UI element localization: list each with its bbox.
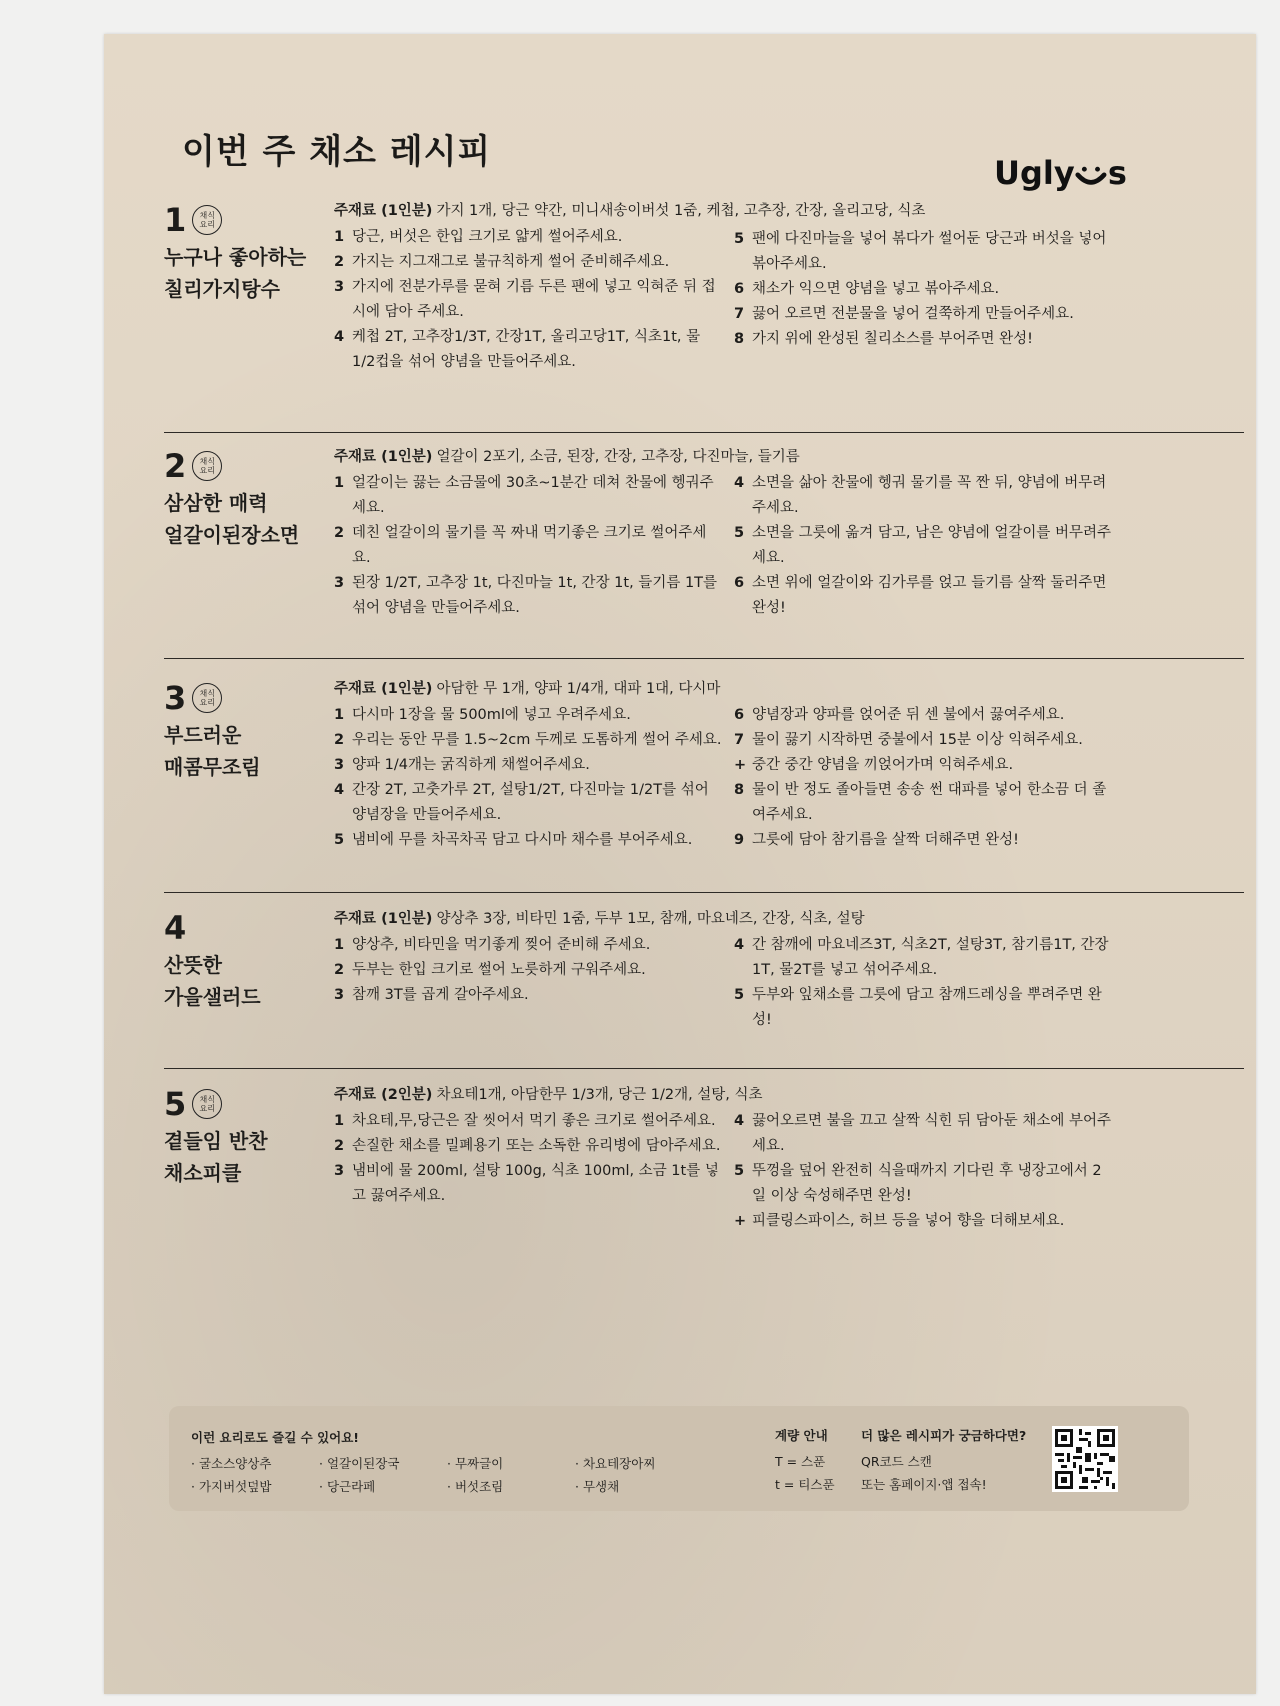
- recipe-number: 1: [164, 201, 187, 239]
- recipe-step: 2 두부는 한입 크기로 썰어 노릇하게 구워주세요.: [334, 962, 646, 978]
- vegan-badge-icon: 채식 요리: [192, 451, 222, 481]
- ingredients-line: [334, 908, 1214, 930]
- vegan-badge-icon: 채식 요리: [192, 1089, 222, 1119]
- recipe-step: 2 손질한 채소를 밀폐용기 또는 소독한 유리병에 담아주세요.: [334, 1138, 721, 1154]
- ingredients-line: [334, 200, 1214, 222]
- recipe-step: 5 냄비에 무를 차곡차곡 담고 다시마 채수를 부어주세요.: [334, 832, 693, 848]
- recipe-number: 5: [164, 1085, 187, 1123]
- recipe-heading: [164, 446, 334, 550]
- recipe-step: 1 얼갈이는 끓는 소금물에 30초~1분간 데쳐 찬물에 헹궈주세요.: [334, 475, 714, 516]
- ingredients-label: 주재료 (1인분): [334, 911, 433, 927]
- recipe-step: 2 가지는 지그재그로 불규칙하게 썰어 준비해주세요.: [334, 254, 670, 270]
- page-title: 이번 주 채소 레시피: [182, 132, 492, 172]
- ingredients-label: 주재료 (1인분): [334, 449, 433, 465]
- svg-text:Ugly: Ugly: [994, 154, 1075, 193]
- measure-item: t = 티스푼: [775, 1477, 835, 1492]
- recipe-step: 1 차요테,무,당근은 잘 씻어서 먹기 좋은 크기로 썰어주세요.: [334, 1113, 716, 1129]
- recipe-title-line: 가을샐러드: [164, 985, 261, 1009]
- recipe-step: 4 케첩 2T, 고추장1/3T, 간장1T, 올리고당1T, 식초1t, 물 1/2컵을 섞어 양념을 만들어주세요.: [334, 329, 701, 370]
- measure-item: T = 스푼: [775, 1454, 826, 1469]
- ingredients-line: [334, 446, 1214, 468]
- recipe-step: + 피클링스파이스, 허브 등을 넣어 향을 더해보세요.: [734, 1213, 1065, 1229]
- ingredients-line: [334, 1084, 1214, 1106]
- recipe-heading: [164, 908, 334, 1012]
- recipe-title-line: 채소피클: [164, 1161, 242, 1185]
- ingredients-list: 차요테1개, 아담한무 1/3개, 당근 1/2개, 설탕, 식초: [436, 1087, 763, 1103]
- more-recipe-item: · 버섯조림: [447, 1479, 504, 1494]
- recipe-title-line: 부드러운: [164, 723, 242, 747]
- recipe-step: 3 참깨 3T를 곱게 갈아주세요.: [334, 987, 529, 1003]
- ugly-us-logo-icon: [994, 147, 1154, 197]
- recipe-title-line: 얼갈이된장소면: [164, 523, 300, 547]
- recipe-title-line: 곁들임 반찬: [164, 1129, 268, 1153]
- recipe-step: 3 가지에 전분가루를 묻혀 기름 두른 팬에 넣고 익혀준 뒤 접시에 담아 주세요.: [334, 279, 716, 320]
- recipe-step: 2 데친 얼갈이의 물기를 꼭 짜내 먹기좋은 크기로 썰어주세요.: [334, 525, 707, 566]
- recipe-step: 5 뚜껑을 덮어 완전히 식을때까지 기다린 후 냉장고에서 2일 이상 숙성해주면 완성!: [734, 1163, 1102, 1204]
- recipe-step: 3 양파 1/4개는 굵직하게 채썰어주세요.: [334, 757, 590, 773]
- section-divider: [164, 432, 1244, 433]
- recipe-title-line: 누구나 좋아하는: [164, 245, 307, 269]
- ingredients-list: 아담한 무 1개, 양파 1/4개, 대파 1대, 다시마: [436, 681, 721, 697]
- more-recipe-item: · 굴소스양상추: [191, 1456, 272, 1471]
- recipe-step: 6 양념장과 양파를 얹어준 뒤 센 불에서 끓여주세요.: [734, 707, 1065, 723]
- section-divider: [164, 892, 1244, 893]
- brand-logo: [994, 144, 1154, 200]
- recipe-step: 4 소면을 삶아 찬물에 헹궈 물기를 꼭 짠 뒤, 양념에 버무려주세요.: [734, 475, 1107, 516]
- ingredients-label: 주재료 (2인분): [334, 1087, 433, 1103]
- qr-code-icon[interactable]: [1052, 1426, 1118, 1492]
- qr-instruction: 또는 홈페이지·앱 접속!: [861, 1477, 987, 1492]
- recipe-heading: [164, 1084, 334, 1188]
- recipe-number: 4: [164, 909, 187, 947]
- recipe-step: 1 양상추, 비타민을 먹기좋게 찢어 준비해 주세요.: [334, 937, 651, 953]
- recipe-step: 9 그릇에 담아 참기름을 살짝 더해주면 완성!: [734, 832, 1019, 848]
- ingredients-list: 가지 1개, 당근 약간, 미니새송이버섯 1줌, 케첩, 고추장, 간장, 올리고당, 식초: [436, 203, 926, 219]
- recipe-body: [334, 200, 1214, 375]
- recipe-step: 5 소면을 그릇에 옮겨 담고, 남은 양념에 얼갈이를 버무려주세요.: [734, 525, 1112, 566]
- recipe-body: [334, 1084, 1214, 1234]
- recipe-step: 6 소면 위에 얼갈이와 김가루를 얹고 들기름 살짝 둘러주면 완성!: [734, 575, 1107, 616]
- ingredients-list: 얼갈이 2포기, 소금, 된장, 간장, 고추장, 다진마늘, 들기름: [436, 449, 800, 465]
- recipe-step: 8 물이 반 정도 졸아들면 송송 썬 대파를 넣어 한소끔 더 졸여주세요.: [734, 782, 1107, 823]
- recipe-step: 7 끓어 오르면 전분물을 넣어 걸쭉하게 만들어주세요.: [734, 306, 1074, 322]
- recipe-step: + 중간 중간 양념을 끼얹어가며 익혀주세요.: [734, 757, 1014, 773]
- more-recipes-heading: 이런 요리로도 즐길 수 있어요!: [191, 1430, 360, 1445]
- section-divider: [164, 658, 1244, 659]
- ingredients-label: 주재료 (1인분): [334, 203, 433, 219]
- recipe-heading: [164, 678, 334, 782]
- recipe-step: 6 채소가 익으면 양념을 넣고 볶아주세요.: [734, 281, 1000, 297]
- recipe-step: 7 물이 끓기 시작하면 중불에서 15분 이상 익혀주세요.: [734, 732, 1083, 748]
- recipe-title-line: 매콤무조림: [164, 755, 261, 779]
- recipe-title-line: 칠리가지탕수: [164, 277, 280, 301]
- recipe-step: 2 우리는 동안 무를 1.5~2cm 두께로 도톰하게 썰어 주세요.: [334, 732, 722, 748]
- more-recipe-item: · 가지버섯덮밥: [191, 1479, 272, 1494]
- recipe-step: 1 다시마 1장을 물 500ml에 넣고 우려주세요.: [334, 707, 631, 723]
- qr-heading: 더 많은 레시피가 궁금하다면?: [861, 1428, 1027, 1443]
- section-divider: [164, 1068, 1244, 1069]
- recipe-body: [334, 678, 1214, 853]
- recipe-number: 2: [164, 447, 187, 485]
- more-recipe-item: · 얼갈이된장국: [319, 1456, 400, 1471]
- recipe-step: 5 두부와 잎채소를 그릇에 담고 참깨드레싱을 뿌려주면 완성!: [734, 987, 1102, 1028]
- recipe-sheet: [104, 34, 1256, 1694]
- recipe-title-line: 삼삼한 매력: [164, 491, 268, 515]
- footer-info-box: [169, 1406, 1189, 1511]
- measure-heading: 계량 안내: [775, 1428, 828, 1443]
- recipe-step: 3 냄비에 물 200ml, 설탕 100g, 식초 100ml, 소금 1t를 넣고 끓여주세요.: [334, 1163, 719, 1204]
- recipe-step: 1 당근, 버섯은 한입 크기로 얇게 썰어주세요.: [334, 229, 623, 245]
- recipe-step: 3 된장 1/2T, 고추장 1t, 다진마늘 1t, 간장 1t, 들기름 1T를 섞어 양념을 만들어주세요.: [334, 575, 718, 616]
- recipe-step: 4 간장 2T, 고춧가루 2T, 설탕1/2T, 다진마늘 1/2T를 섞어 양념장을 만들어주세요.: [334, 782, 709, 823]
- vegan-badge-icon: 채식 요리: [192, 683, 222, 713]
- recipe-step: 8 가지 위에 완성된 칠리소스를 부어주면 완성!: [734, 331, 1033, 347]
- more-recipe-item: · 무생채: [575, 1479, 620, 1494]
- recipe-title-line: 산뜻한: [164, 953, 222, 977]
- recipe-body: [334, 908, 1214, 1033]
- more-recipe-item: · 무짜글이: [447, 1456, 504, 1471]
- recipe-heading: [164, 200, 334, 304]
- more-recipe-item: · 차요테장아찌: [575, 1456, 656, 1471]
- ingredients-list: 양상추 3장, 비타민 1줌, 두부 1모, 참깨, 마요네즈, 간장, 식초, 설탕: [436, 911, 865, 927]
- svg-text:s: s: [1107, 154, 1127, 193]
- ingredients-label: 주재료 (1인분): [334, 681, 433, 697]
- recipe-step: 5 팬에 다진마늘을 넣어 볶다가 썰어둔 당근과 버섯을 넣어 볶아주세요.: [734, 231, 1107, 272]
- recipe-body: [334, 446, 1214, 621]
- more-recipe-item: · 당근라페: [319, 1479, 376, 1494]
- ingredients-line: [334, 678, 1214, 700]
- recipe-step: 4 끓어오르면 불을 끄고 살짝 식힌 뒤 담아둔 채소에 부어주세요.: [734, 1113, 1112, 1154]
- recipe-number: 3: [164, 679, 187, 717]
- recipe-step: 4 간 참깨에 마요네즈3T, 식초2T, 설탕3T, 참기름1T, 간장1T, 물2T를 넣고 섞어주세요.: [734, 937, 1109, 978]
- qr-instruction: QR코드 스캔: [861, 1454, 932, 1469]
- vegan-badge-icon: 채식 요리: [192, 205, 222, 235]
